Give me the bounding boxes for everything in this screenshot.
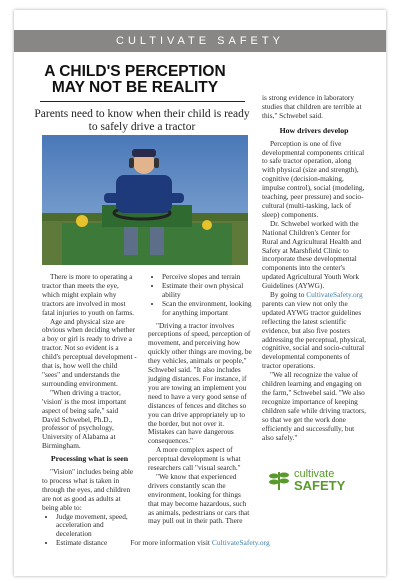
column-2: [148, 273, 252, 526]
list-item: • Perceive slopes and terrain: [162, 273, 252, 282]
paragraph: Age and physical size are obvious when deciding whether a boy or girl is ready to drive a tractor. Not so evident is a child's perceptual development - that is, how well the child "sees" and understands the surrounding environment.: [42, 316, 137, 388]
list-item: • Estimate distance: [56, 539, 137, 548]
title-divider: [40, 101, 245, 102]
logo-line-1: cultivate: [294, 468, 335, 480]
text: parents can view not only the updated AYWG tractor guidelines reflecting the latest scientific evidence, but also five posters addressing the perceptual, physical, cognitive, social and socio-cultural developmental components of tractor operations.: [262, 298, 366, 371]
footer: [0, 538, 400, 547]
tractor-photo: [42, 135, 248, 265]
paragraph: [262, 291, 366, 371]
paragraph: "We know that experienced drivers constantly scan the environment, looking for things that may become hazardous, such as animals, pedestrians or cars that may pull out in their path. There: [148, 471, 250, 526]
header-banner: [14, 30, 386, 52]
list-item: • Judge movement, speed, acceleration and deceleration: [56, 513, 137, 540]
section-heading-processing: Processing what is seen: [50, 454, 129, 464]
list-item: • Estimate their own physical ability: [162, 282, 252, 300]
footer-text: For more information visit: [130, 538, 212, 547]
paragraph: Perception is one of five developmental components critical to safe tractor operation, along with physical (size and strength), cognitive (decision-making, impulse control), social (modeling, teaching, peer pressure) and socio-cultural (multi-tasking, lack of sleep) components.: [262, 138, 365, 219]
section-heading-drivers: How drivers develop: [279, 125, 349, 135]
article-subtitle: Parents need to know when their child is ready to safely drive a tractor: [34, 108, 250, 133]
paragraph: "When driving a tractor, 'vision' is the most important aspect of being safe," said David Schwebel, Ph.D., professor of psychology, University of Alabama at Birmingham.: [42, 387, 127, 451]
paragraph: is strong evidence in laboratory studies that children are terrible at this," Schwebel said.: [262, 93, 362, 120]
paragraph: Dr. Schwebel worked with the National Children's Center for Rural and Agricultural Health and Safety at Marshfield Clinic to incorporate these developmental components into the center's updated Agricultural Youth Work Guidelines (AYWG).: [262, 218, 362, 291]
cultivate-safety-logo: [268, 466, 368, 492]
text: By going to: [270, 290, 307, 300]
title-line-1: A CHILD'S PERCEPTION: [44, 63, 226, 80]
column-1: [42, 273, 137, 548]
article-title: [40, 64, 230, 96]
cultivatesafety-link[interactable]: CultivateSafety.org: [306, 290, 363, 300]
paragraph: There is more to operating a tractor than meets the eye, which might explain why tractors are involved in most fatal injuries to youth on farms.: [42, 272, 135, 317]
logo-line-2: SAFETY: [294, 478, 346, 492]
footer-link[interactable]: CultivateSafety.org: [211, 538, 270, 547]
paragraph: "We all recognize the value of children learning and engaging on the farm," Schwebel said. "We also recognize importance of keeping children safe while driving tractors, so that we get the work done efficiently and successfully, but also safely.": [262, 370, 366, 442]
column-3: [262, 94, 366, 442]
banner-text: CULTIVATE SAFETY: [116, 35, 284, 47]
list-item: • Scan the environment, looking for anything important: [162, 300, 252, 318]
paragraph: "Vision" includes being able to process what is taken in through the eyes, and children are not as good as adults at being able to:: [42, 467, 134, 512]
paragraph: A more complex aspect of perceptual development is what researchers call "visual search.": [148, 445, 241, 473]
paragraph: "Driving a tractor involves perceptions of speed, perception of movement, and perceiving how quickly other things are moving, be they vehicles, animals or people," Schwebel said. "It also includes judging distances. For instance, if you are towing an implement you need to have a very good sense of distances of fences and ditches so you can drive appropriately up to the border, but not over it. Mistakes can have dangerous consequences.": [148, 320, 252, 446]
bullet-list: [148, 273, 252, 318]
plant-icon: [269, 472, 289, 490]
title-line-2: MAY NOT BE REALITY: [51, 79, 219, 96]
